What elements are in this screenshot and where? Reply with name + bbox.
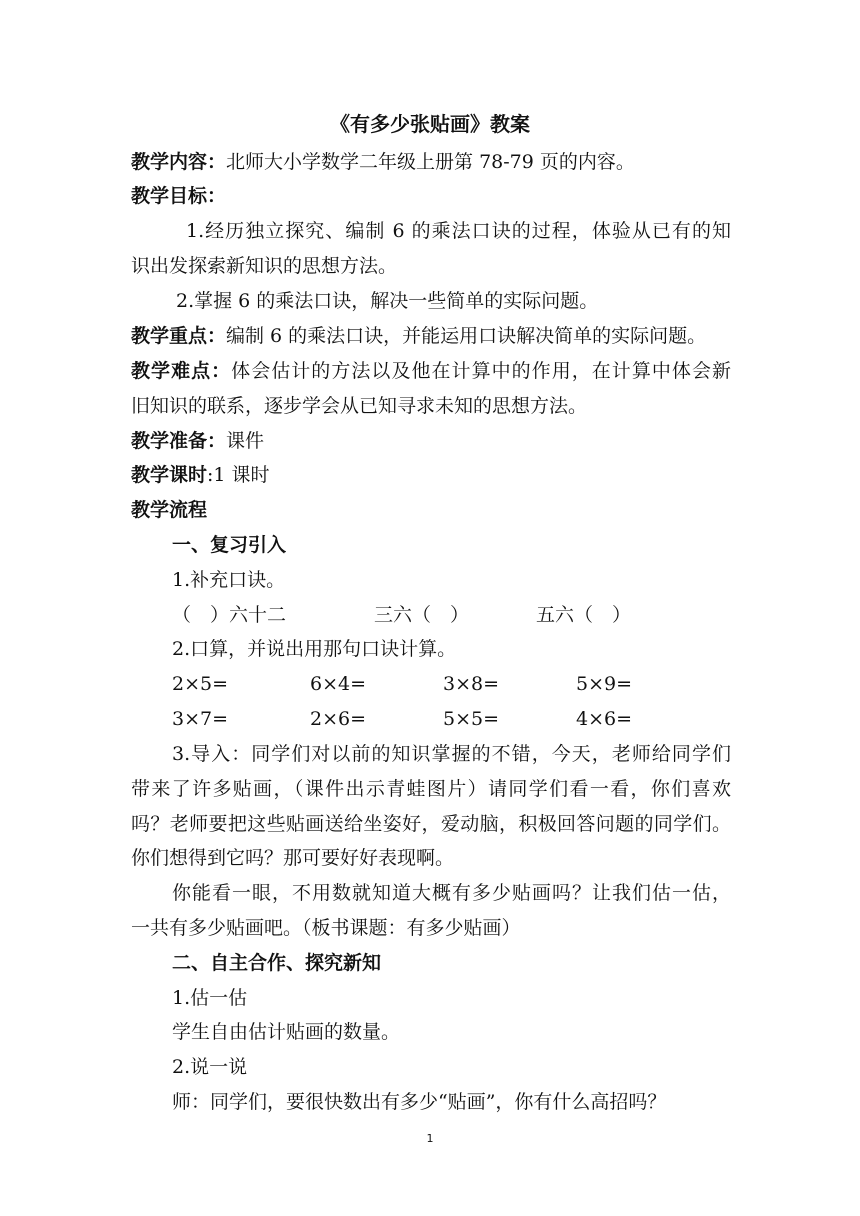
teaching-preparation [131, 429, 264, 453]
hours-label: 教学课时 [131, 464, 208, 486]
calc-row-2-2: 2×6= [310, 708, 367, 730]
key-point-label: 教学重点： [131, 325, 227, 347]
difficulty-text-1: 体会估计的方法以及他在计算中的作用，在计算中体会新 [231, 360, 731, 382]
goal-1-line-1: 1.经历独立探究、编制 6 的乘法口诀的过程，体验从已有的知 [186, 220, 731, 242]
fill-in-2: 三六（ ） [374, 604, 470, 626]
teaching-content: 教学内容：北师大小学数学二年级上册第 78-79 页的内容。 [131, 151, 635, 173]
teaching-hours [131, 463, 270, 487]
teaching-key-point [131, 324, 706, 348]
goal-2: 2.掌握 6 的乘法口诀，解决一些简单的实际问题。 [176, 290, 599, 312]
calc-row-1-2: 6×4= [310, 673, 367, 695]
intro-line-4: 你们想得到它吗？那可要好好表现啊。 [131, 847, 455, 869]
teaching-goals-label: 教学目标： [131, 185, 227, 207]
hours-text: :1 课时 [207, 464, 270, 486]
fill-in-1: （ ）六十二 [172, 604, 287, 626]
calc-row-2-1: 3×7= [172, 708, 229, 730]
teaching-content-label: 教学内容 [131, 151, 208, 173]
difficulty-text-2: 旧知识的联系，逐步学会从已知寻求未知的思想方法。 [131, 395, 588, 417]
teaching-difficulty [131, 359, 731, 383]
page-number: 1 [426, 1132, 434, 1145]
section-2-item-2: 2.说一说 [172, 1056, 248, 1078]
teaching-content-text: 北师大小学数学二年级上册第 78-79 页的内容。 [226, 151, 635, 173]
intro-line-3: 吗？老师要把这些贴画送给坐姿好，爱动脑，积极回答问题的同学们。 [131, 813, 731, 835]
preparation-text: 课件 [226, 430, 265, 452]
section-1-title: 一、复习引入 [172, 534, 287, 556]
estimate-line-1: 你能看一眼，不用数就知道大概有多少贴画吗？让我们估一估， [172, 882, 731, 904]
section-2-item-1: 1.估一估 [172, 987, 248, 1009]
fill-in-3: 五六（ ） [536, 604, 632, 626]
calc-row-2-4: 4×6= [576, 708, 633, 730]
estimate-line-2: 一共有多少贴画吧。（板书课题：有多少贴画） [131, 917, 521, 939]
teaching-flow-label: 教学流程 [131, 499, 208, 521]
calc-row-2-3: 5×5= [443, 708, 500, 730]
intro-line-2: 带来了许多贴画，（课件出示青蛙图片）请同学们看一看，你们喜欢 [131, 778, 731, 800]
section-1-item-2: 2.口算，并说出用那句口诀计算。 [172, 638, 457, 660]
calc-row-1-1: 2×5= [172, 673, 229, 695]
section-2-title: 二、自主合作、探究新知 [172, 952, 382, 974]
section-1-item-1: 1.补充口诀。 [172, 569, 286, 591]
section-2-item-2-text: 师：同学们，要很快数出有多少“贴画”，你有什么高招吗？ [172, 1091, 667, 1113]
preparation-label: 教学准备： [131, 430, 227, 452]
key-point-text: 编制 6 的乘法口诀，并能运用口诀解决简单的实际问题。 [226, 325, 707, 347]
goal-1-line-2: 识出发探索新知识的思想方法。 [131, 255, 398, 277]
difficulty-label: 教学难点： [131, 360, 232, 382]
document-title: 《有多少张贴画》教案 [330, 112, 530, 136]
calc-row-1-4: 5×9= [576, 673, 633, 695]
calc-row-1-3: 3×8= [443, 673, 500, 695]
intro-line-1: 3.导入：同学们对以前的知识掌握的不错，今天，老师给同学们 [172, 743, 731, 765]
section-2-item-1-text: 学生自由估计贴画的数量。 [172, 1021, 401, 1043]
